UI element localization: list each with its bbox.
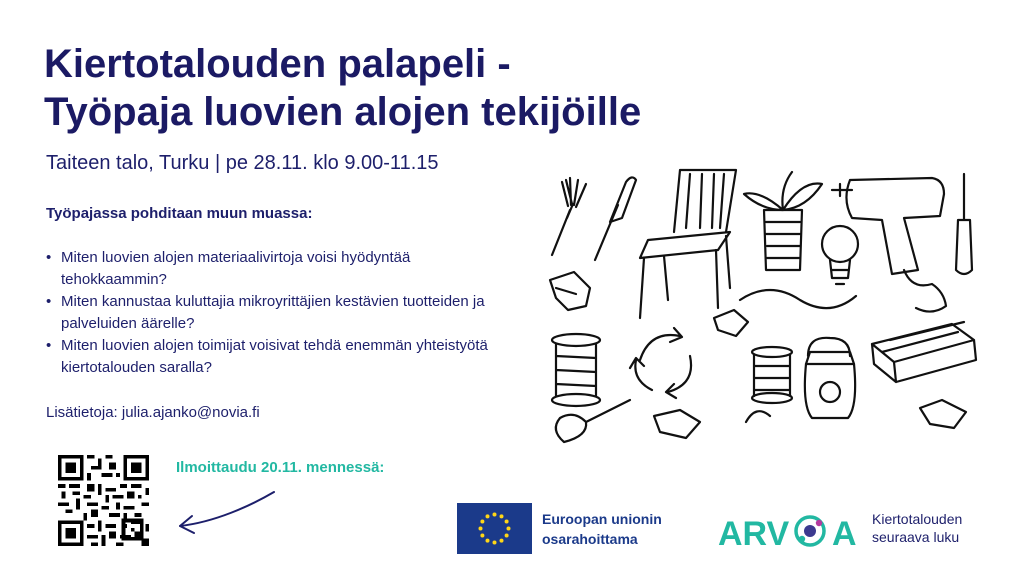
arvo-tagline [872, 510, 1012, 546]
arvo-logo-icon [718, 508, 863, 552]
eu-line-2: osarahoittama [542, 531, 638, 547]
contact-info: Lisätietoja: julia.ajanko@novia.fi [46, 404, 260, 421]
event-location-time: Taiteen talo, Turku | pe 28.11. klo 9.00-11.15 [46, 152, 439, 174]
eu-flag-icon [457, 503, 532, 554]
title-line-1: Kiertotalouden palapeli - [44, 42, 511, 86]
topics-list [46, 247, 516, 379]
title-line-2: Työpaja luovien alojen tekijöille [44, 90, 642, 134]
topic-item: • Miten kannustaa kuluttajia mikroyrittäjien kestävien tuotteiden ja palveluiden äärelle? [46, 291, 516, 335]
recycling-tools-illustration [540, 160, 980, 450]
arvo-line-2: seuraava luku [872, 529, 960, 545]
eu-line-1: Euroopan unionin [542, 511, 662, 527]
arrow-icon [170, 488, 280, 536]
eu-funding-text [542, 509, 702, 549]
topics-heading: Työpajassa pohditaan muun muassa: [46, 205, 313, 222]
topic-item: • Miten luovien alojen toimijat voisivat tehdä enemmän yhteistyötä kiertotalouden saralla? [46, 335, 516, 379]
qr-code-icon[interactable] [58, 455, 149, 546]
svg-text:A: A [832, 515, 857, 552]
topic-item: • Miten luovien alojen materiaalivirtoja voisi hyödyntää tehokkaammin? [46, 247, 516, 291]
registration-deadline: Ilmoittaudu 20.11. mennessä: [176, 459, 385, 476]
svg-text:ARV: ARV [718, 515, 790, 552]
arvo-line-1: Kiertotalouden [872, 511, 963, 527]
page-title [44, 40, 804, 136]
